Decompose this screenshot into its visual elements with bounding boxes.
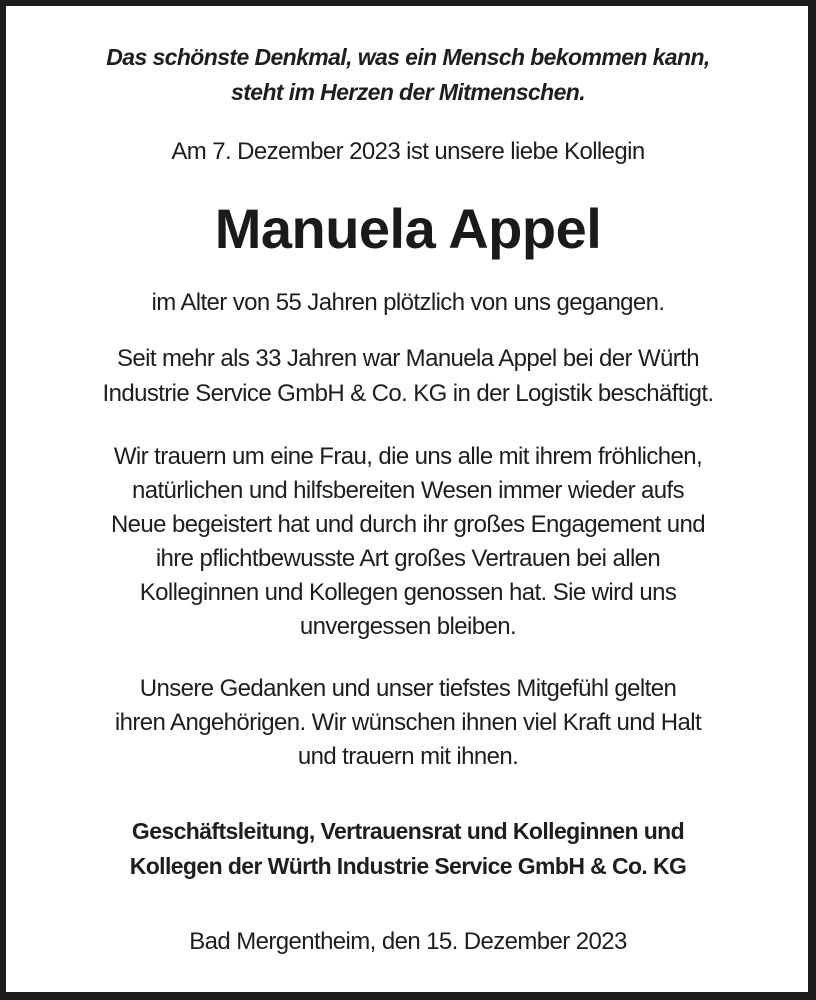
condolence-line-3: und trauern mit ihnen. — [297, 743, 519, 770]
tribute-line-5: Kolleginnen und Kollegen genossen hat. Sie wird uns — [139, 579, 677, 606]
tribute-line-2: natürlichen und hilfsbereiten Wesen immer wieder aufs — [131, 477, 685, 504]
employment-line-1: Seit mehr als 33 Jahren war Manuela Appel bei der Würth — [117, 345, 699, 372]
tribute-line-1: Wir trauern um eine Frau, die uns alle mit ihrem fröhlichen, — [113, 443, 703, 470]
motto-line-2: steht im Herzen der Mitmenschen. — [231, 79, 585, 105]
employment-line-2: Industrie Service GmbH & Co. KG in der Logistik beschäftigt. — [102, 380, 714, 407]
place-date: Bad Mergentheim, den 15. Dezember 2023 — [189, 928, 627, 955]
intro-text: Am 7. Dezember 2023 ist unsere liebe Kollegin — [171, 138, 645, 165]
motto-line-1: Das schönste Denkmal, was ein Mensch bekommen kann, — [106, 44, 710, 70]
deceased-name: Manuela Appel — [214, 197, 602, 260]
tribute-line-6: unvergessen bleiben. — [299, 613, 517, 640]
signature-line-1: Geschäftsleitung, Vertrauensrat und Kolleginnen und — [131, 818, 685, 844]
condolence-line-2: ihren Angehörigen. Wir wünschen ihnen viel Kraft und Halt — [114, 709, 702, 736]
age-line: im Alter von 55 Jahren plötzlich von uns gegangen. — [151, 289, 665, 316]
tribute-line-4: ihre pflichtbewusste Art großes Vertrauen bei allen — [155, 545, 661, 572]
tribute-line-3: Neue begeistert hat und durch ihr großes Engagement und — [110, 511, 706, 538]
signature-line-2: Kollegen der Würth Industrie Service GmbH & Co. KG — [129, 853, 687, 879]
condolence-line-1: Unsere Gedanken und unser tiefstes Mitgefühl gelten — [139, 675, 677, 702]
